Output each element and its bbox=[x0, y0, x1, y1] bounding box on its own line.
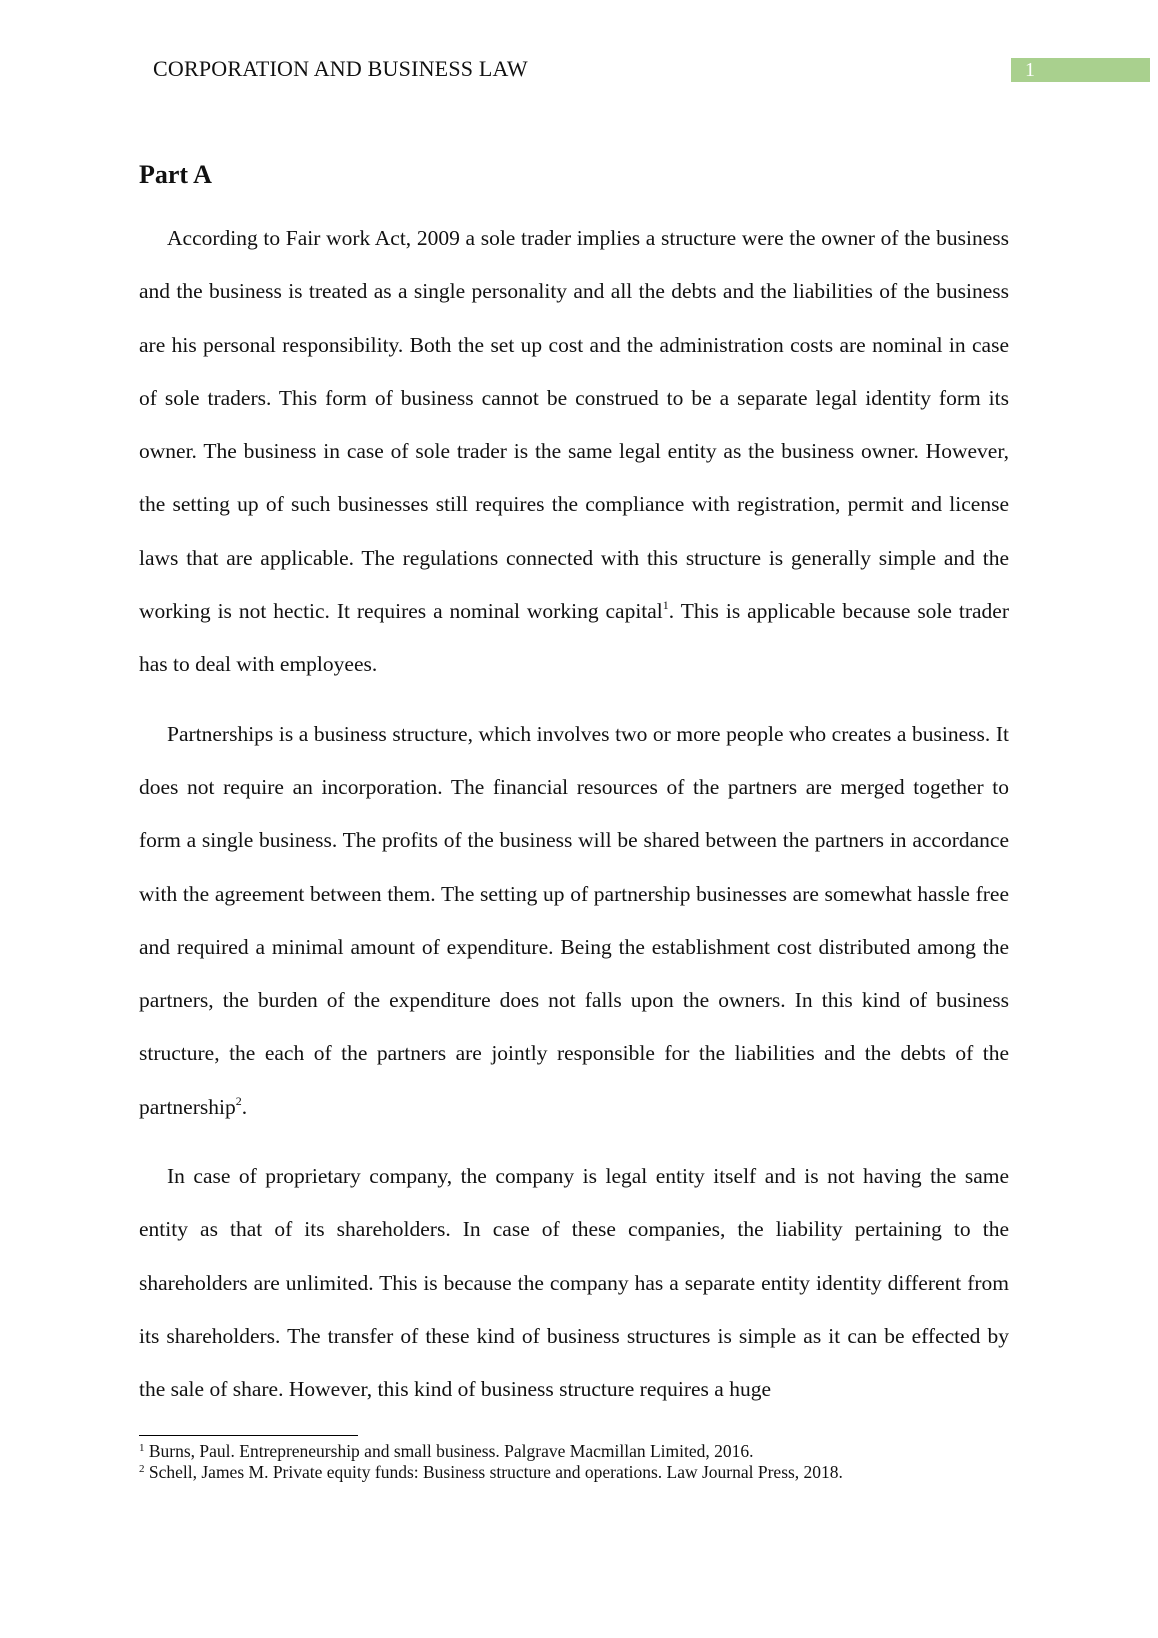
page-number-badge bbox=[1011, 58, 1150, 82]
footnote-item bbox=[139, 1462, 1039, 1483]
running-header-title: CORPORATION AND BUSINESS LAW bbox=[153, 56, 528, 81]
document-body bbox=[139, 212, 1009, 1433]
section-heading: Part A bbox=[139, 160, 212, 189]
paragraph-text: In case of proprietary company, the company is legal entity itself and is not having the same entity as that of its shareholders. In case of these companies, the liability pertaining to the shareholders are unlimited. This is because the company has a separate entity identity different from its shareholders. The transfer of these kind of business structures is simple as it can be effected by the sale of share. However, this kind of business structure requires a huge bbox=[139, 1164, 1009, 1402]
footnote-reference[interactable]: 1 bbox=[662, 598, 669, 613]
page-number: 1 bbox=[1025, 59, 1035, 81]
paragraph-text: According to Fair work Act, 2009 a sole trader implies a structure were the owner of the business and the business is treated as a single personality and all the debts and the liabilities of the business are his personal responsibility. Both the set up cost and the administration costs are nominal in case of sole traders. This form of business cannot be construed to be a separate legal identity form its owner. The business in case of sole trader is the same legal entity as the business owner. However, the setting up of such businesses still requires the compliance with registration, permit and license laws that are applicable. The regulations connected with this structure is generally simple and the working is not hectic. It requires a nominal working capital bbox=[139, 226, 1009, 624]
paragraph-sole-trader bbox=[139, 212, 1009, 692]
footnote-item bbox=[139, 1441, 1039, 1462]
footnote-text: Schell, James M. Private equity funds: Business structure and operations. Law Journal Press, 2018. bbox=[148, 1462, 843, 1482]
paragraph-text: Partnerships is a business structure, which involves two or more people who creates a business. It does not require an incorporation. The financial resources of the partners are merged together to form a single business. The profits of the business will be shared between the partners in accordance with the agreement between them. The setting up of partnership businesses are somewhat hassle free and required a minimal amount of expenditure. Being the establishment cost distributed among the partners, the burden of the expenditure does not falls upon the owners. In this kind of business structure, the each of the partners are jointly responsible for the liabilities and the debts of the partnership bbox=[139, 721, 1009, 1119]
footnote-separator bbox=[139, 1435, 358, 1436]
footnote-text: Burns, Paul. Entrepreneurship and small business. Palgrave Macmillan Limited, 2016. bbox=[148, 1441, 754, 1461]
footnote-number: 1 bbox=[139, 1442, 145, 1454]
paragraph-partnerships bbox=[139, 708, 1009, 1134]
paragraph-text-tail: . This is applicable because sole trader has to deal with employees. bbox=[139, 599, 1009, 677]
paragraph-proprietary-company bbox=[139, 1150, 1009, 1416]
footnotes bbox=[139, 1441, 1039, 1483]
footnote-number: 2 bbox=[139, 1463, 145, 1475]
paragraph-text-tail: . bbox=[241, 1094, 248, 1119]
footnote-reference[interactable]: 2 bbox=[235, 1093, 242, 1108]
